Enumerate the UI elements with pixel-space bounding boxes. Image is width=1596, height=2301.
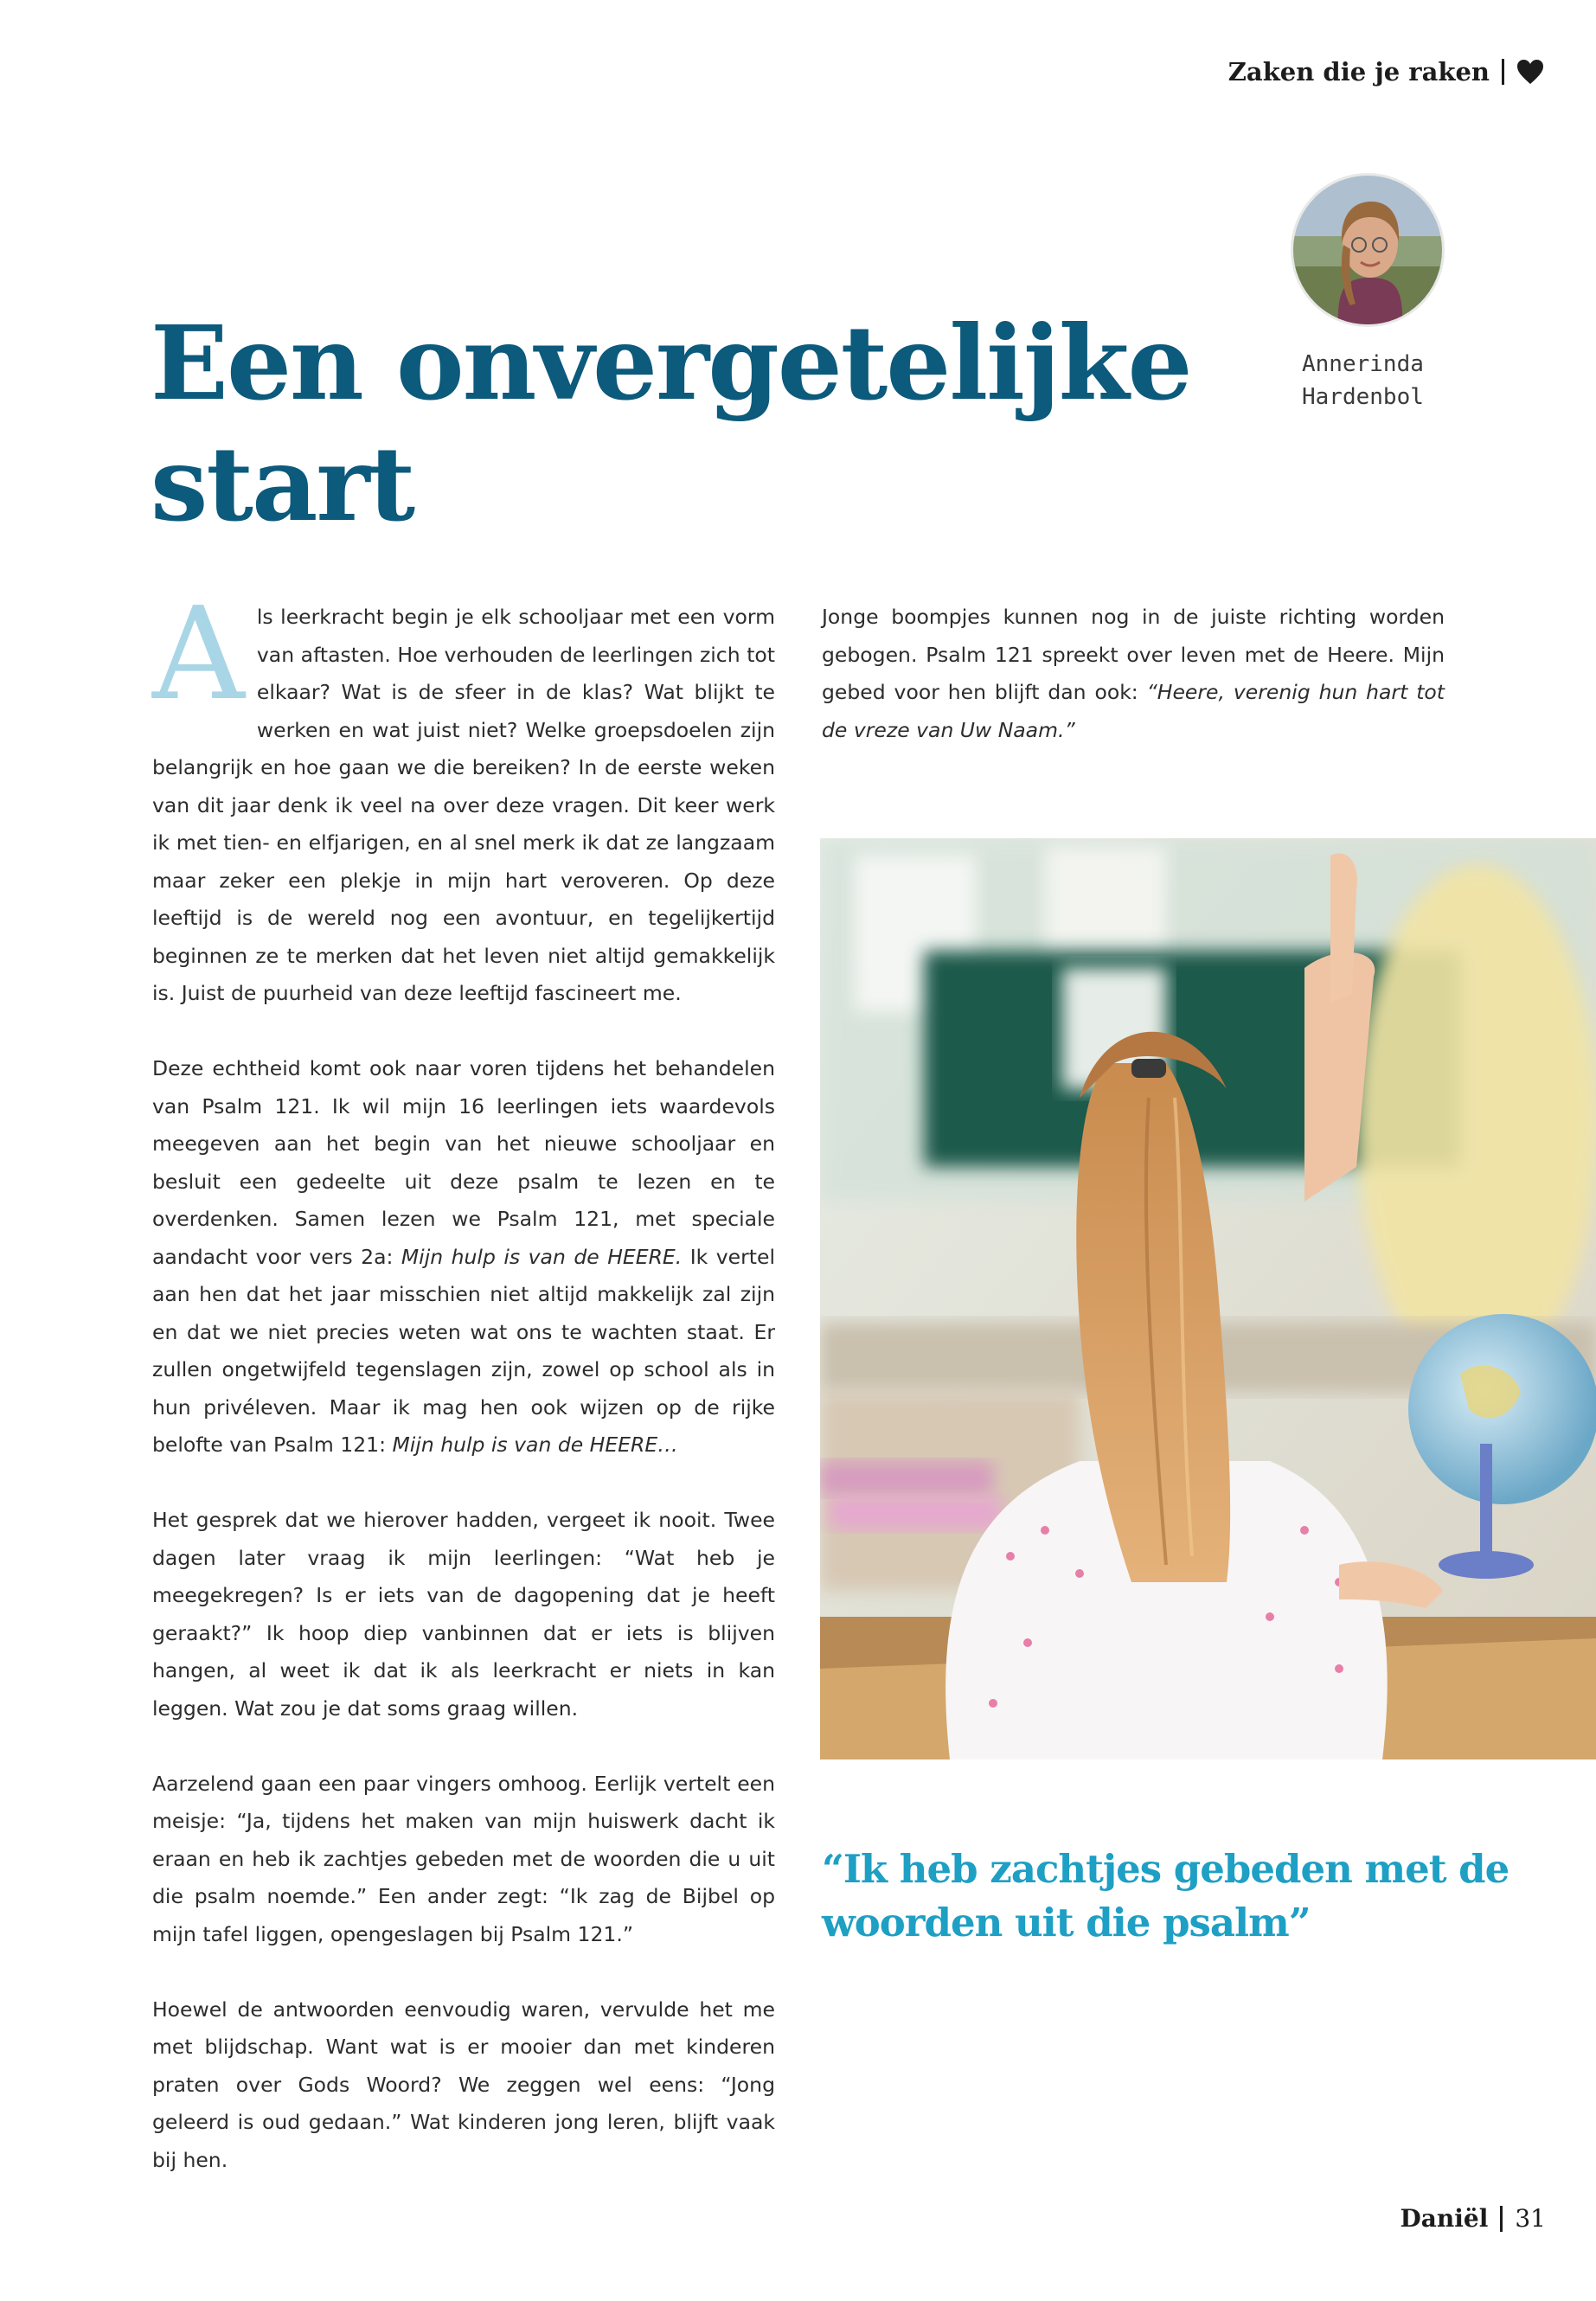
dropcap: A [152, 580, 245, 728]
paragraph-2 [152, 1050, 775, 1465]
paragraph-4: Aarzelend gaan een paar vingers omhoog. Eerlijk vertelt een meisje: “Ja, tijdens het maken van mijn huiswerk dacht ik eraan en heb ik zachtjes gebeden met de woorden die u uit die psalm noemde.” Een ander zegt: “Ik zag de Bijbel op mijn tafel liggen, opengeslagen bij Psalm 121.” [152, 1771, 775, 1946]
paragraph-6 [822, 599, 1445, 749]
author-last-name: Hardenbol [1302, 384, 1424, 410]
author-photo [1291, 173, 1445, 327]
author-first-name: Annerinda [1302, 351, 1424, 377]
section-label-text: Zaken die je raken [1227, 57, 1490, 87]
paragraph-6-quote: “Heere, verenig hun hart tot de vreze van Uw Naam.” [822, 680, 1445, 742]
paragraph-6-text: Jonge boompjes kunnen nog in de juiste richting worden gebogen. Psalm 121 spreekt over leven met de Heere. Mijn gebed voor hen blijft dan ook: [822, 605, 1445, 704]
article-title [151, 303, 1275, 545]
author-name [1302, 348, 1492, 413]
paragraph-2-text-b: Ik vertel aan hen dat het jaar misschien niet altijd makkelijk zal zijn en dat we niet precies weten wat ons te wachten staat. Er zullen ongetwijfeld tegenslagen zijn, zowel op school als in hun privéleven. Maar ik mag hen ook wijzen op de rijke belofte van Psalm 121: [152, 1244, 775, 1457]
page-number: 31 [1515, 2204, 1546, 2233]
body-column-left [152, 580, 775, 2179]
paragraph-2-quote-b: Mijn hulp is van de HEERE… [392, 1433, 678, 1457]
paragraph-1 [152, 580, 775, 1013]
title-line-1: Een onvergetelijke [151, 303, 1191, 423]
paragraph-5: Hoewel de antwoorden eenvoudig waren, vervulde het me met blijdschap. Want wat is er mooier dan met kinderen praten over Gods Woord? We zeggen wel eens: “Jong geleerd is oud gedaan.” Wat kinderen jong leren, blijft vaak bij hen. [152, 1997, 775, 2172]
pull-quote: “Ik heb zachtjes gebeden met de woorden uit die psalm” [822, 1846, 1509, 1945]
page-footer [1400, 2204, 1546, 2233]
paragraph-3: Het gesprek dat we hierover hadden, vergeet ik nooit. Twee dagen later vraag ik mijn leerlingen: “Wat heb je meegekregen? Is er iets van de dagopening dat je heeft geraakt?” Ik hoop diep vanbinnen dat er iets is blijven hangen, al weet ik dat ik als leerkracht er niets in kan leggen. Wat zou je dat soms graag willen. [152, 1508, 775, 1721]
section-label [1228, 57, 1544, 87]
magazine-name: Daniël [1400, 2204, 1489, 2233]
title-line-2: start [151, 424, 414, 544]
paragraph-1-text: ls leerkracht begin je elk schooljaar met een vorm van aftasten. Hoe verhouden de leerlingen zich tot elkaar? Wat is de sfeer in de klas? Wat blijkt te werken en wat juist niet? Welke groepsdoelen zijn belangrijk en hoe gaan we die bereiken? In de eerste weken van dit jaar denk ik veel na over deze vragen. Dit keer werk ik met tien- en elfjarigen, en al snel merk ik dat ze langzaam maar zeker een plekje in mijn hart veroveren. Op deze leeftijd is de wereld nog een avontuur, en tegelijkertijd beginnen ze te merken dat het leven niet altijd gemakkelijk is. Juist de puurheid van deze leeftijd fascineert me. [152, 605, 775, 1005]
divider [1500, 2206, 1503, 2232]
paragraph-2-text-a: Deze echtheid komt ook naar voren tijdens het behandelen van Psalm 121. Ik wil mijn 16 leerlingen iets waardevols meegeven aan het begin van het nieuwe schooljaar en besluit een gedeelte uit deze psalm te lezen en te overdenken. Samen lezen we Psalm 121, met speciale aandacht voor vers 2a: [152, 1056, 775, 1269]
divider [1502, 59, 1504, 85]
classroom-photo [820, 838, 1596, 1759]
heart-icon [1516, 59, 1544, 85]
paragraph-2-quote-a: Mijn hulp is van de HEERE. [401, 1244, 683, 1269]
body-column-right [822, 599, 1445, 749]
